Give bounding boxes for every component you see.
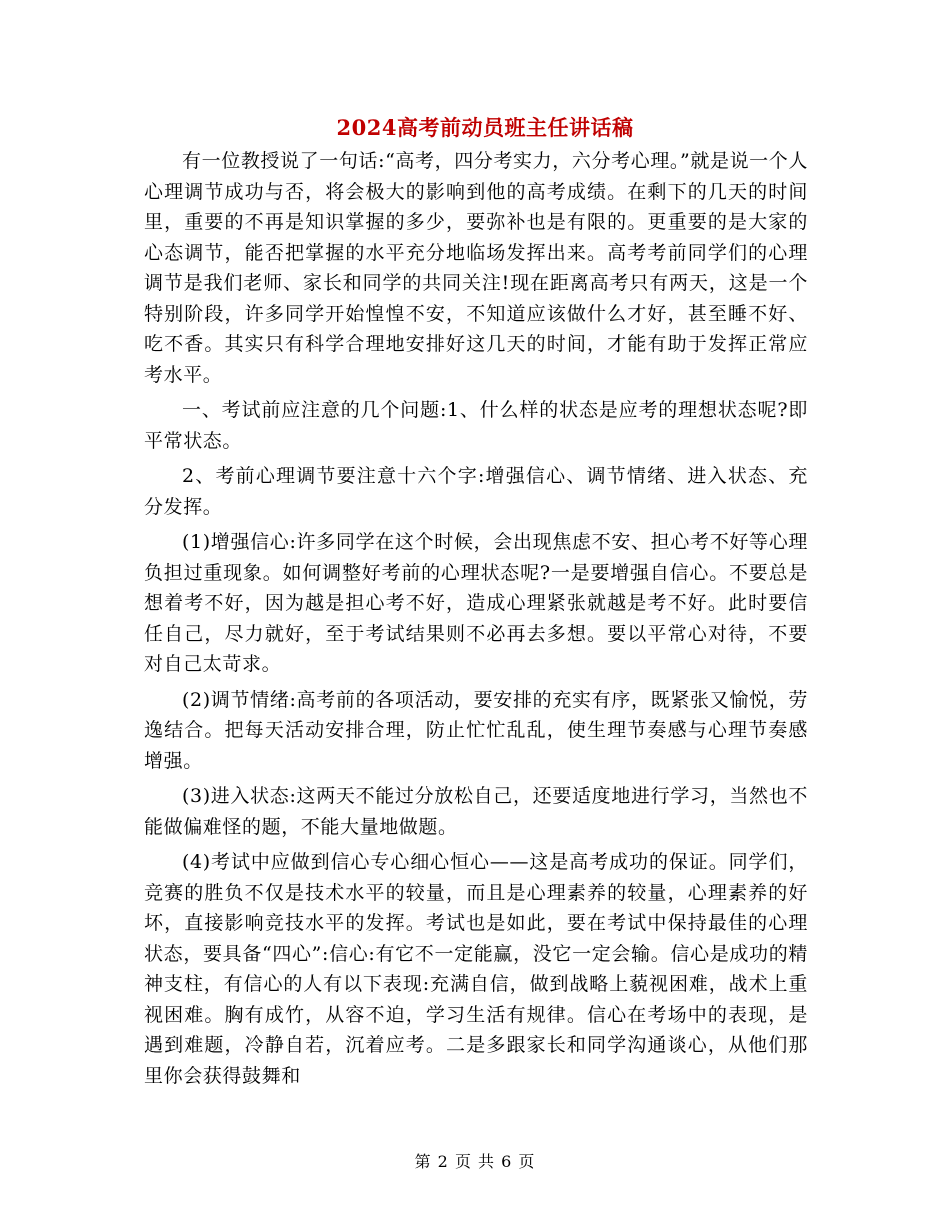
paragraph-four-hearts: (4)考试中应做到信心专心细心恒心——这是高考成功的保证。同学们，竞赛的胜负不仅是技术水平的较量，而且是心理素养的较量，心理素养的好坏，直接影响竞技水平的发挥。考试也是如此，要在考试中保持最佳的心理状态，要具备“四心”:信心:有它不一定能赢，没它一定会输。信心是成功的精神支柱，有信心的人有以下表现:充满自信，做到战略上藐视困难，战术上重视困难。胸有成竹，从容不迫，学习生活有规律。信心在考场中的表现，是遇到难题，冷静自若，沉着应考。二是多跟家长和同学沟通谈心，从他们那里你会获得鼓舞和 — [144, 851, 808, 1087]
paragraph-point-two: 2、考前心理调节要注意十六个字:增强信心、调节情绪、进入状态、充分发挥。 — [144, 465, 808, 518]
page-number-footer: 第 2 页 共 6 页 — [414, 1152, 536, 1171]
paragraph-state: (3)进入状态:这两天不能过分放松自己，还要适度地进行学习，当然也不能做偏难怪的题，不能大量地做题。 — [144, 785, 808, 838]
paragraph-confidence: (1)增强信心:许多同学在这个时候，会出现焦虑不安、担心考不好等心理负担过重现象。如何调整好考前的心理状态呢?一是要增强自信心。不要总是想着考不好，因为越是担心考不好，造成心理紧张就越是考不好。此时要信任自己，尽力就好，至于考试结果则不必再去多想。要以平常心对待，不要对自己太苛求。 — [144, 531, 808, 675]
document-title: 2024高考前动员班主任讲话稿 — [336, 115, 634, 140]
document-body — [144, 146, 808, 1096]
paragraph-intro: 有一位教授说了一句话:“高考，四分考实力，六分考心理。”就是说一个人心理调节成功与否，将会极大的影响到他的高考成绩。在剩下的几天的时间里，重要的不再是知识掌握的多少，要弥补也是有限的。更重要的是大家的心态调节，能否把掌握的水平充分地临场发挥出来。高考考前同学们的心理调节是我们老师、家长和同学的共同关注!现在距离高考只有两天，这是一个特别阶段，许多同学开始惶惶不安，不知道应该做什么才好，甚至睡不好、吃不香。其实只有科学合理地安排好这几天的时间，才能有助于发挥正常应考水平。 — [144, 150, 808, 386]
paragraph-emotion: (2)调节情绪:高考前的各项活动，要安排的充实有序，既紧张又愉悦，劳逸结合。把每天活动安排合理，防止忙忙乱乱，使生理节奏感与心理节奏感增强。 — [144, 688, 808, 772]
paragraph-section-one: 一、考试前应注意的几个问题:1、什么样的状态是应考的理想状态呢?即平常状态。 — [144, 399, 808, 452]
